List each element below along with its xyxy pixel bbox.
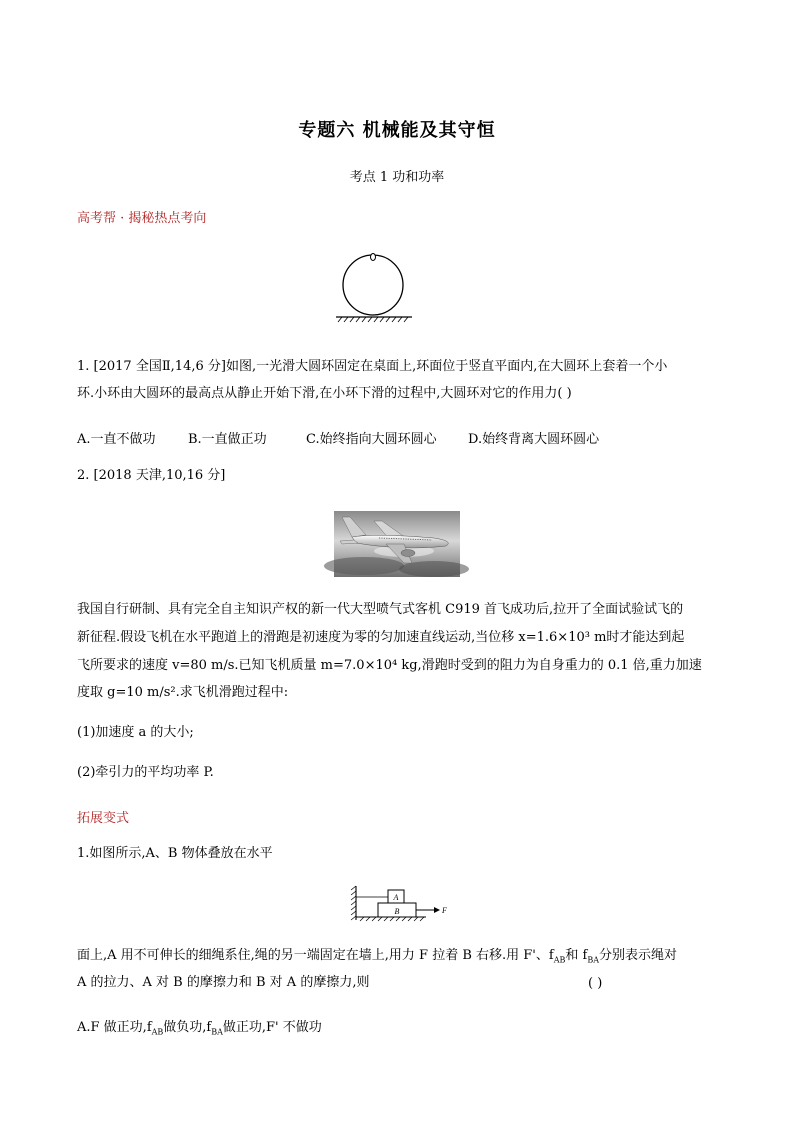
stacked-blocks-figure bbox=[350, 884, 446, 924]
page-title: 专题六 机械能及其守恒 bbox=[298, 120, 496, 141]
option-a-part3: 做正功,F' 不做功 bbox=[222, 1020, 322, 1035]
ab-subscript: AB bbox=[553, 955, 566, 965]
q1-stem-line2: 环.小环由大圆环的最高点从静止开始下滑,在小环下滑的过程中,大圆环对它的作用力( ) bbox=[77, 386, 572, 401]
f-symbol: f bbox=[582, 948, 588, 963]
page-subtitle: 考点 1 功和功率 bbox=[349, 170, 445, 185]
c919-airplane-image bbox=[334, 511, 460, 577]
force-f-label: F bbox=[442, 906, 447, 915]
t1-stem-line1: 1.如图所示,A、B 物体叠放在水平 bbox=[77, 846, 273, 861]
ba-subscript: BA bbox=[211, 1027, 223, 1037]
f-symbol: f bbox=[146, 1020, 152, 1035]
option-a-part1: A.F 做正功, bbox=[77, 1020, 147, 1035]
f-symbol: f bbox=[206, 1020, 212, 1035]
q2-stem-line2: 新征程.假设飞机在水平跑道上的滑跑是初速度为零的匀加速直线运动,当位移 x=1.6×10³ m时才能达到起 bbox=[77, 630, 685, 645]
q2-stem-line3: 飞所要求的速度 v=80 m/s.已知飞机质量 m=7.0×10⁴ kg,滑跑时受到的阻力为自身重力的 0.1 倍,重力加速 bbox=[77, 658, 702, 673]
section-heading-tuozhan: 拓展变式 bbox=[77, 811, 130, 826]
q2-subquestion-1: (1)加速度 a 的大小; bbox=[77, 725, 194, 740]
q2-stem-line1: 我国自行研制、具有完全自主知识产权的新一代大型喷气式客机 C919 首飞成功后,拉开了全面试验试飞的 bbox=[77, 602, 684, 617]
q2-header: 2. [2018 天津,10,16 分] bbox=[77, 468, 226, 483]
block-b-label: B bbox=[394, 907, 400, 916]
q1-option-d: D.始终背离大圆环圆心 bbox=[468, 432, 600, 447]
option-a-part2: 做负功, bbox=[163, 1020, 207, 1035]
block-a-label: A bbox=[393, 893, 399, 902]
q1-option-c: C.始终指向大圆环圆心 bbox=[306, 432, 437, 447]
q1-stem-line1: 1. [2017 全国Ⅱ,14,6 分]如图,一光滑大圆环固定在桌面上,环面位于竖直平面内,在大圆环上套着一个小 bbox=[77, 359, 668, 374]
ring-on-table-figure bbox=[330, 250, 420, 325]
q1-option-b: B.一直做正功 bbox=[188, 432, 267, 447]
ba-subscript: BA bbox=[587, 955, 599, 965]
ab-subscript: AB bbox=[151, 1027, 164, 1037]
q2-stem-line4: 度取 g=10 m/s².求飞机滑跑过程中: bbox=[77, 685, 289, 700]
q2-subquestion-2: (2)牵引力的平均功率 P. bbox=[77, 765, 214, 780]
t1-stem-line2-part1: 面上,A 用不可伸长的细绳系住,绳的另一端固定在墙上,用力 F 拉着 B 右移.用 F'、 bbox=[77, 948, 549, 963]
conjunction-text: 和 bbox=[565, 948, 579, 963]
answer-paren: ( ) bbox=[588, 976, 603, 991]
t1-option-a bbox=[77, 1016, 322, 1037]
q1-option-a: A.一直不做功 bbox=[77, 432, 156, 447]
t1-stem-line2 bbox=[77, 949, 677, 968]
section-heading-gaokao: 高考帮 · 揭秘热点考向 bbox=[77, 211, 207, 226]
t1-stem-line2-part2: 分别表示绳对 bbox=[598, 948, 677, 963]
f-symbol: f bbox=[548, 948, 554, 963]
t1-stem-line3: A 的拉力、A 对 B 的摩擦力和 B 对 A 的摩擦力,则 bbox=[77, 975, 370, 990]
